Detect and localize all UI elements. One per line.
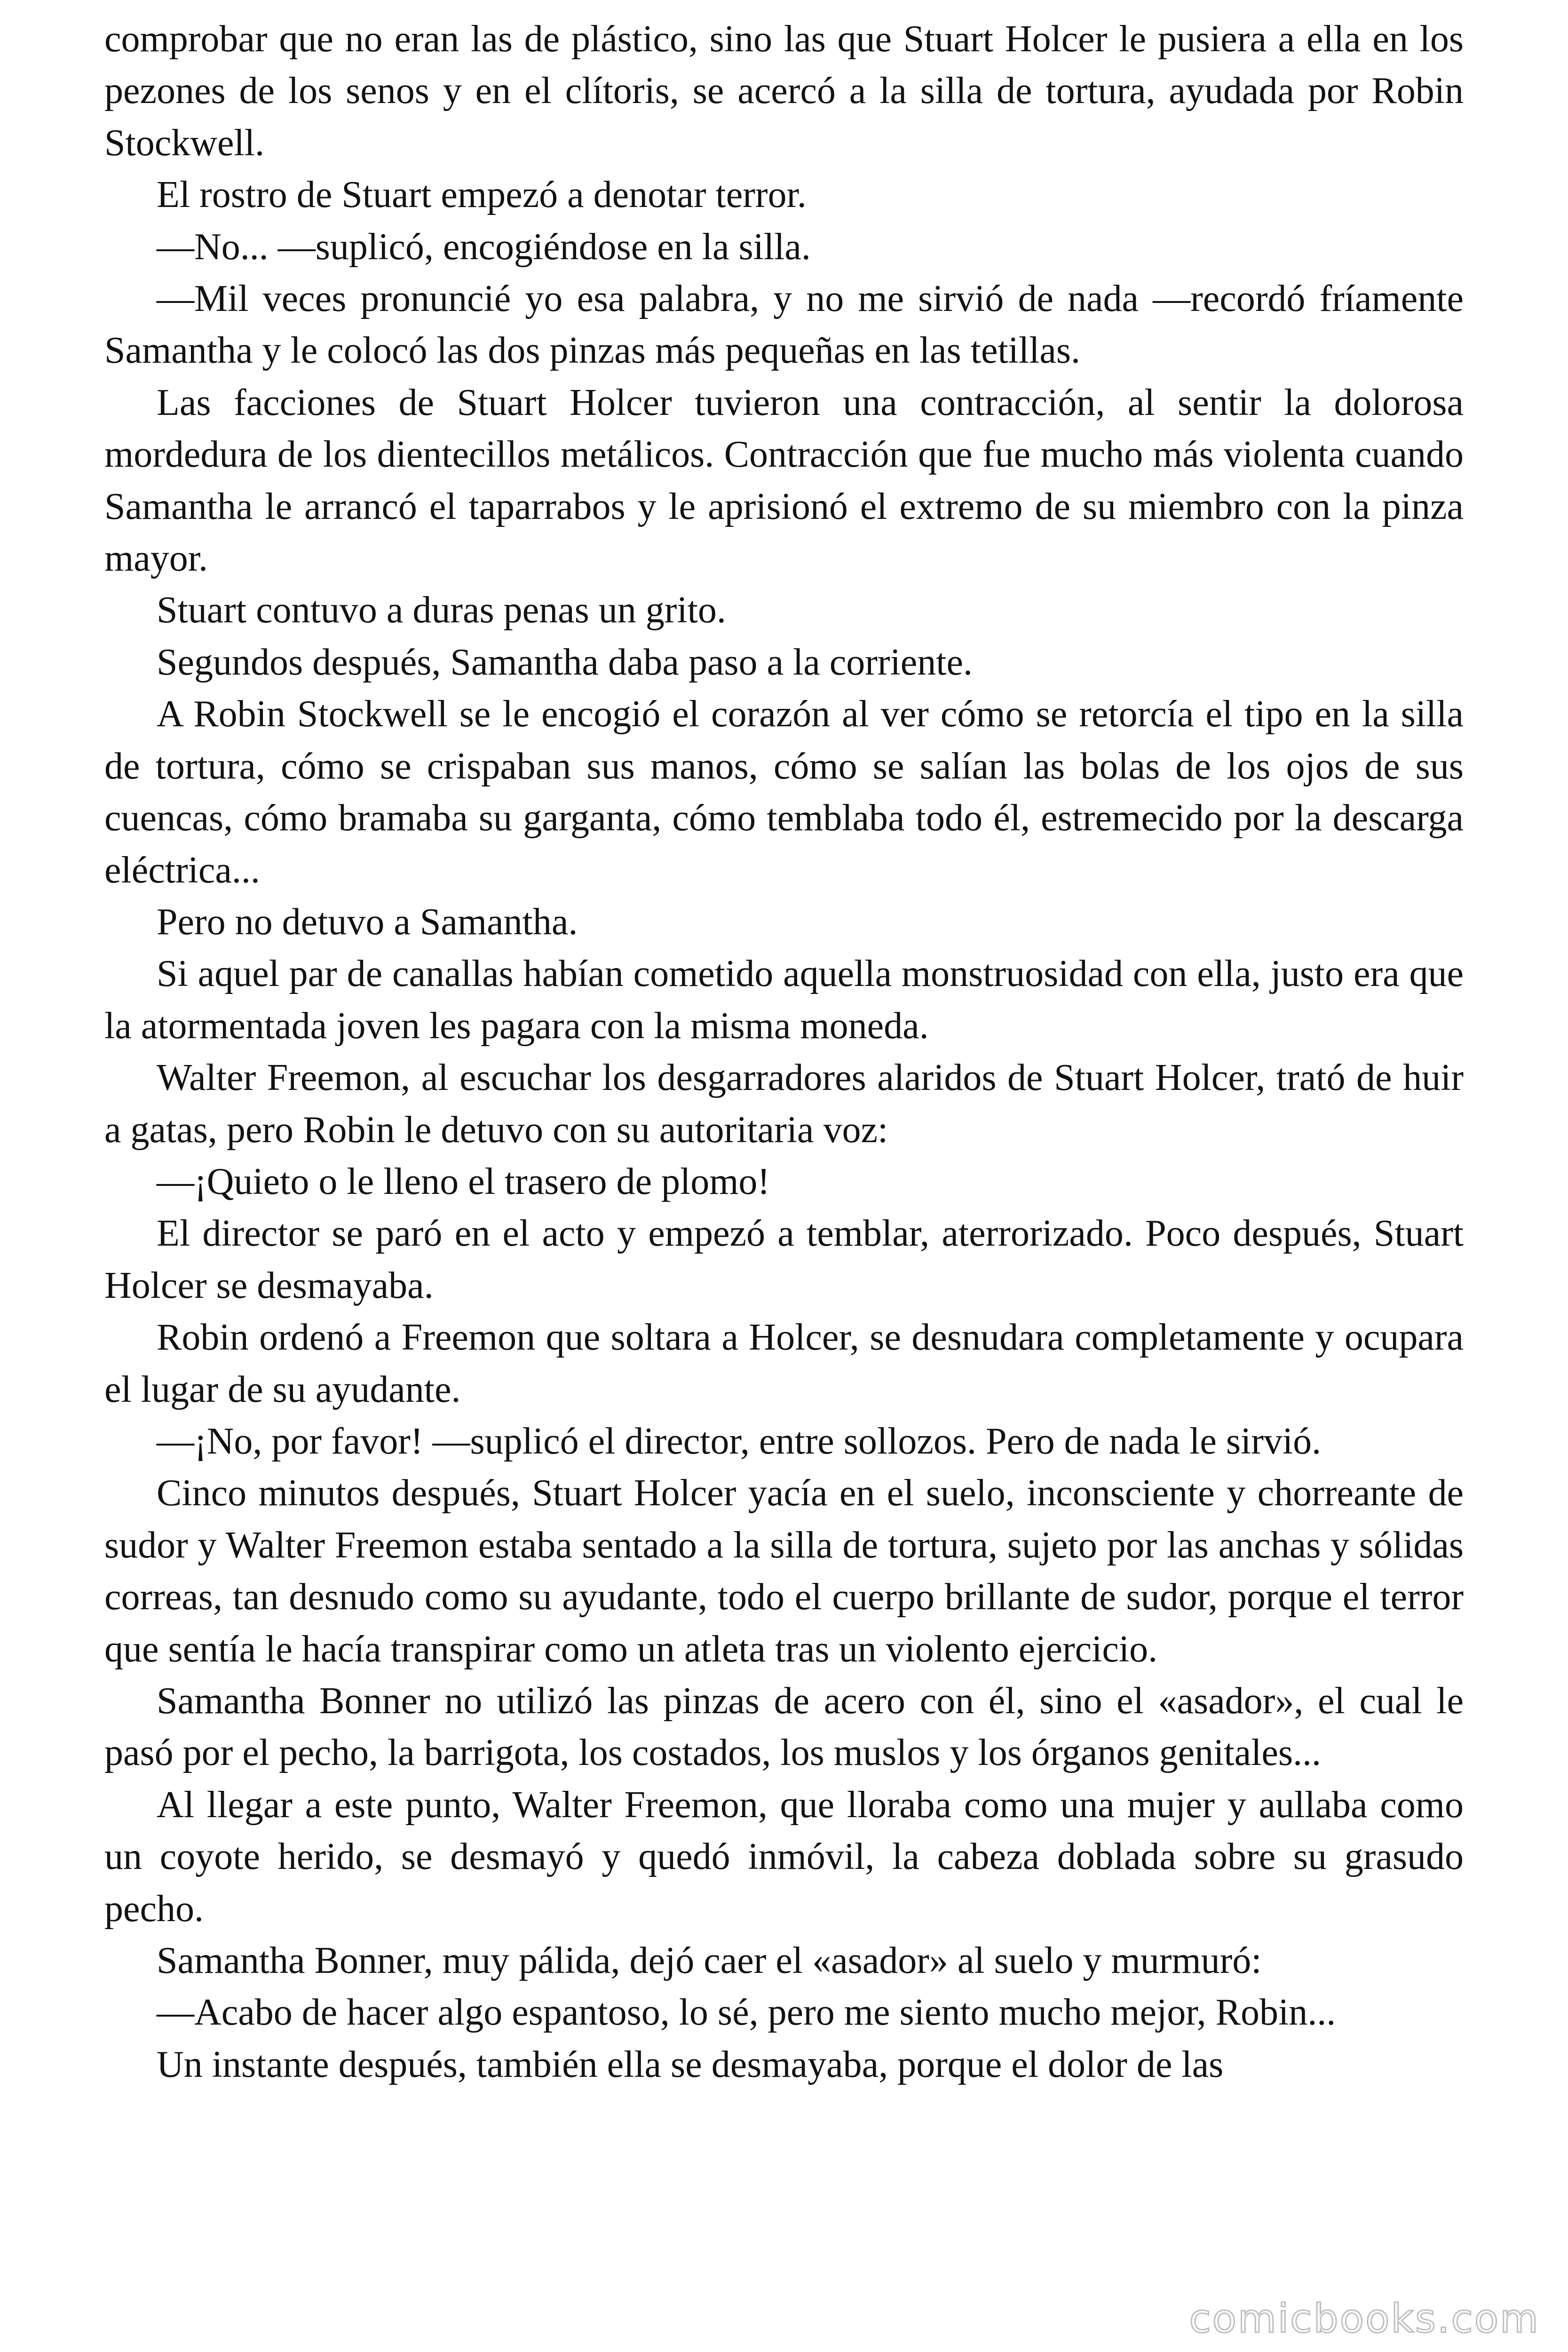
paragraph-1: comprobar que no eran las de plástico, sino las que Stuart Holcer le pusiera a ella en los pezones de los senos y en el clítoris, se acercó a la silla de tortura, ayudada por Robin Stockwell.: [104, 18, 1464, 164]
paragraph-5: Las facciones de Stuart Holcer tuvieron una contracción, al sentir la dolorosa mordedura de los dientecillos metálicos. Contracción que fue mucho más violenta cuando Samantha le arrancó el taparrabos y le aprisionó el extremo de su miembro con la pinza mayor.: [104, 381, 1464, 580]
paragraph-19: Samantha Bonner, muy pálida, dejó caer el «asador» al suelo y murmuró:: [157, 1940, 1262, 1982]
paragraph-4: —Mil veces pronuncié yo esa palabra, y no me sirvió de nada —recordó fríamente Samantha y le colocó las dos pinzas más pequeñas en las tetillas.: [104, 278, 1464, 372]
paragraph-18: Al llegar a este punto, Walter Freemon, que lloraba como una mujer y aullaba como un coyote herido, se desmayó y quedó inmóvil, la cabeza doblada sobre su grasudo pecho.: [104, 1784, 1464, 1930]
paragraph-8: A Robin Stockwell se le encogió el corazón al ver cómo se retorcía el tipo en la silla de tortura, cómo se crispaban sus manos, cómo se salían las bolas de los ojos de sus cuencas, cómo bramaba su garganta, cómo temblaba todo él, estremecido por la descarga eléctrica...: [104, 693, 1464, 891]
book-page-text: [104, 13, 1464, 2090]
paragraph-17: Samantha Bonner no utilizó las pinzas de acero con él, sino el «asador», el cual le pasó por el pecho, la barrigota, los costados, los muslos y los órganos genitales...: [104, 1680, 1464, 1774]
paragraph-20: —Acabo de hacer algo espantoso, lo sé, pero me siento mucho mejor, Robin...: [157, 1992, 1336, 2034]
paragraph-9: Pero no detuvo a Samantha.: [157, 901, 578, 943]
paragraph-11: Walter Freemon, al escuchar los desgarradores alaridos de Stuart Holcer, trató de huir a gatas, pero Robin le detuvo con su autoritaria voz:: [104, 1057, 1464, 1151]
paragraph-10: Si aquel par de canallas habían cometido aquella monstruosidad con ella, justo era que la atormentada joven les pagara con la misma moneda.: [104, 953, 1464, 1047]
paragraph-2: El rostro de Stuart empezó a denotar terror.: [157, 174, 807, 216]
paragraph-3: —No... —suplicó, encogiéndose en la silla.: [157, 226, 811, 268]
watermark: comicbooks.com: [1189, 2296, 1540, 2342]
paragraph-6: Stuart contuvo a duras penas un grito.: [157, 589, 726, 631]
paragraph-12: —¡Quieto o le lleno el trasero de plomo!: [157, 1160, 770, 1202]
paragraph-7: Segundos después, Samantha daba paso a la corriente.: [157, 641, 973, 683]
paragraph-16: Cinco minutos después, Stuart Holcer yacía en el suelo, inconsciente y chorreante de sudor y Walter Freemon estaba sentado a la silla de tortura, sujeto por las anchas y sólidas correas, tan desnudo como su ayudante, todo el cuerpo brillante de sudor, porque el terror que sentía le hacía transpirar como un atleta tras un violento ejercicio.: [104, 1472, 1464, 1670]
paragraph-14: Robin ordenó a Freemon que soltara a Holcer, se desnudara completamente y ocupara el lugar de su ayudante.: [104, 1317, 1464, 1410]
paragraph-21: Un instante después, también ella se desmayaba, porque el dolor de las: [157, 2043, 1224, 2085]
paragraph-13: El director se paró en el acto y empezó a temblar, aterrorizado. Poco después, Stuart Holcer se desmayaba.: [104, 1213, 1464, 1306]
paragraph-15: —¡No, por favor! —suplicó el director, entre sollozos. Pero de nada le sirvió.: [157, 1420, 1322, 1462]
